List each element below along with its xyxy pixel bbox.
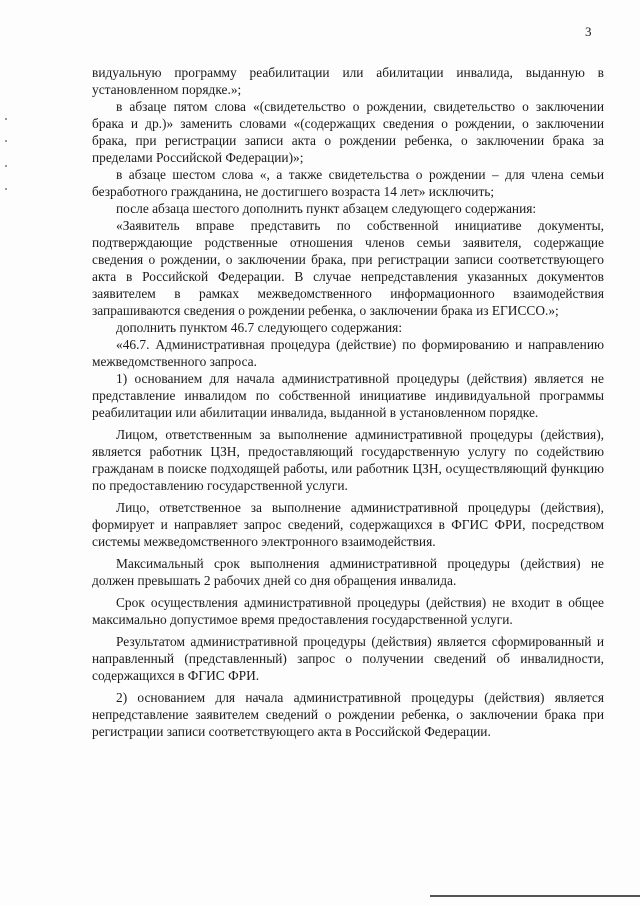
paragraph: в абзаце пятом слова «(свидетельство о рождении, свидетельство о заключении брака и др.)» заменить словами «(содержащих сведения о рождении, о заключении брака, при регистрации записи акта о рождении ребенка, о заключении брака за пределами Российской Федерации)»; bbox=[92, 99, 604, 165]
paragraph: видуальную программу реабилитации или абилитации инвалида, выданную в установленном порядке.»; bbox=[92, 65, 604, 97]
paragraph: 1) основанием для начала административной процедуры (действия) является не представление инвалидом по собственной инициативе индивидуальной программы реабилитации или абилитации инвалида, выданной в установленном порядке. bbox=[92, 371, 604, 420]
paragraph: Лицом, ответственным за выполнение административной процедуры (действия), является работник ЦЗН, предоставляющий государственную услугу по содействию гражданам в поиске подходящей работы, или работник ЦЗН, осуществляющий функцию по предоставлению государственной услуги. bbox=[92, 427, 604, 493]
paragraph: 2) основанием для начала административной процедуры (действия) является непредставление заявителем сведений о рождении ребенка, о заключении брака при регистрации записи соответствующего акта в Российской Федерации. bbox=[92, 690, 604, 739]
paragraph: дополнить пунктом 46.7 следующего содержания: bbox=[116, 320, 403, 335]
paragraph: после абзаца шестого дополнить пункт абзацем следующего содержания: bbox=[116, 201, 537, 216]
paragraph: Срок осуществления административной процедуры (действия) не входит в общее максимально допустимое время предоставления государственной услуги. bbox=[92, 595, 604, 627]
paragraph: в абзаце шестом слова «, а также свидетельства о рождении – для члена семьи безработного гражданина, не достигшего возраста 14 лет» исключить; bbox=[92, 167, 604, 199]
scan-edge-line bbox=[430, 895, 640, 897]
page-number: 3 bbox=[585, 24, 592, 39]
paragraph: Максимальный срок выполнения административной процедуры (действия) не должен превышать 2 рабочих дней со дня обращения инвалида. bbox=[92, 556, 604, 588]
paragraph: «46.7. Административная процедура (действие) по формированию и направлению межведомственного запроса. bbox=[92, 337, 604, 369]
scan-mark bbox=[5, 118, 7, 120]
scan-margin-marks bbox=[0, 0, 14, 905]
paragraph: Лицо, ответственное за выполнение административной процедуры (действия), формирует и направляет запрос сведений, содержащихся в ФГИС ФРИ, посредством системы межведомственного электронного взаимодействия. bbox=[92, 500, 604, 549]
scan-mark bbox=[5, 140, 7, 142]
document-body bbox=[92, 64, 604, 740]
paragraph: «Заявитель вправе представить по собственной инициативе документы, подтверждающие родственные отношения членов семьи заявителя, содержащие сведения о рождении, о заключении брака, при регистрации записи соответствующего акта в Российской Федерации. В случае непредставления указанных документов заявителем в рамках межведомственного информационного взаимодействия запрашиваются сведения о рождении ребенка, о заключении брака из ЕГИССО.»; bbox=[92, 218, 604, 318]
scan-mark bbox=[5, 188, 7, 190]
paragraph: Результатом административной процедуры (действия) является сформированный и направленный (представленный) запрос о получении сведений об инвалидности, содержащихся в ФГИС ФРИ. bbox=[92, 634, 604, 683]
scan-mark bbox=[5, 165, 7, 167]
